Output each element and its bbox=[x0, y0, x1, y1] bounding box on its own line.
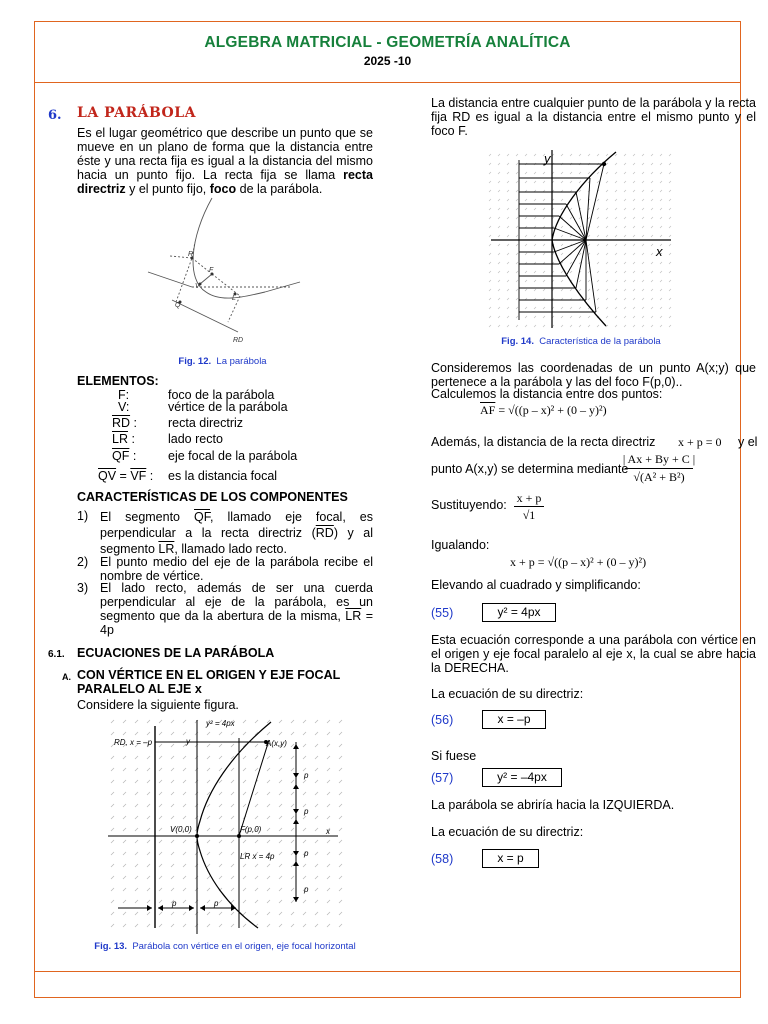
sustituyendo-numerator: x + p bbox=[516, 491, 542, 505]
caracteristica-1-number: 1) bbox=[77, 509, 89, 523]
fig13-point-a-label: A(x,y) bbox=[266, 739, 287, 748]
elevando-label: Elevando al cuadrado y simplificando: bbox=[431, 578, 641, 592]
fig13-p-label: p bbox=[214, 899, 219, 908]
distance-af-formula: $\overline{AF} = √((p - x)^2 + (0 - y)^2)$ bbox=[480, 403, 607, 417]
subsection-61-title: ECUACIONES DE LA PARÁBOLA bbox=[77, 646, 275, 660]
caracteristica-3-text: El lado recto, además de ser una cuerda perpendicular al eje de la parábola, es un segmento que da la abertura de la misma, $\overline{LR} = 4p$ bbox=[100, 581, 373, 637]
fig14-y-label: y bbox=[544, 151, 551, 166]
distance-formula-numerator: | Ax + By + C | bbox=[622, 452, 696, 466]
elementos-heading: ELEMENTOS: bbox=[77, 374, 159, 388]
fig12-label-RD: RD bbox=[233, 337, 244, 344]
equation-58-number: (58) bbox=[431, 852, 454, 866]
fig13-p-label: p bbox=[304, 849, 309, 858]
subsection-a-text: Considere la siguiente figura. bbox=[77, 698, 239, 712]
fig12-label-R: R bbox=[188, 251, 194, 258]
elemento-f-desc: foco de la parábola bbox=[168, 388, 275, 402]
directrix-equation-inline: x + p = 0 bbox=[678, 435, 722, 449]
equation-56-number: (56) bbox=[431, 713, 454, 727]
equation-55-box: y² = 4px bbox=[482, 603, 556, 622]
izquierda-text: La parábola se abriría hacia la IZQUIERDA. bbox=[431, 798, 675, 812]
axis-line bbox=[148, 272, 192, 287]
distancia-focal-desc: es la distancia focal bbox=[168, 469, 278, 483]
fig13-p-label: p bbox=[304, 807, 309, 816]
caracteristicas-heading: CARACTERÍSTICAS DE LOS COMPONENTES bbox=[77, 490, 348, 504]
fig13-y-label: y bbox=[186, 737, 190, 746]
fig14-x-label: x bbox=[656, 244, 663, 259]
elemento-lr-desc: lado recto bbox=[168, 432, 223, 446]
equation-55-number: (55) bbox=[431, 606, 454, 620]
right-paragraph-4: punto A(x,y) se determina mediante bbox=[431, 462, 629, 476]
right-paragraph-1: Consideremos las coordenadas de un punto A(x;y) que pertenece a la parábola y las del foco F(p,0).. bbox=[431, 361, 756, 389]
right-intro: La distancia entre cualquier punto de la parábola y la recta fija RD es igual a la distancia entre el mismo punto y el foco F. bbox=[431, 96, 756, 138]
right-paragraph-3b: y el bbox=[738, 435, 758, 449]
sustituyendo-fraction-bar bbox=[514, 506, 544, 507]
elemento-qf-desc: eje focal de la parábola bbox=[168, 449, 298, 463]
page-title: ALGEBRA MATRICIAL - GEOMETRÍA ANALÍTICA bbox=[204, 34, 571, 51]
caracteristica-2-text: El punto medio del eje de la parábola recibe el nombre de vértice. bbox=[100, 555, 373, 583]
directrix-line bbox=[172, 300, 238, 332]
figure-13-caption: Fig. 13. Parábola con vértice en el origen, eje focal horizontal bbox=[94, 941, 356, 952]
distance-formula-fraction-bar bbox=[625, 468, 693, 469]
fig13-focus-label: F(p,0) bbox=[240, 825, 262, 834]
figure-14-caption: Fig. 14. Característica de la parábola bbox=[501, 336, 661, 347]
distancia-focal-symbol: $\overline{QV} = \overline{VF}$ : bbox=[98, 469, 154, 483]
elemento-v-symbol: V: bbox=[118, 400, 130, 414]
distance-formula-denominator: √(A² + B²) bbox=[633, 470, 685, 484]
subsection-a-title: CON VÉRTICE EN EL ORIGEN Y EJE FOCAL PARALELO AL EJE x bbox=[77, 668, 341, 696]
directriz-label-1: La ecuación de su directriz: bbox=[431, 687, 584, 701]
elemento-rd-desc: recta directriz bbox=[168, 416, 244, 430]
fig13-x-label: x bbox=[326, 827, 330, 836]
elemento-qf-symbol: $\overline{QF}$ : bbox=[112, 449, 137, 463]
figure-13-parabola-vertex-origin bbox=[108, 716, 344, 934]
parabola-curve bbox=[193, 198, 265, 298]
right-paragraph-3a: Además, la distancia de la recta directriz bbox=[431, 435, 656, 449]
elemento-v-desc: vértice de la parábola bbox=[168, 400, 288, 414]
right-paragraph-5: Esta ecuación corresponde a una parábola con vértice en el origen y eje focal paralelo al eje x, la cual se abre hacia la DERECHA. bbox=[431, 633, 756, 675]
sustituyendo-denominator: √1 bbox=[522, 508, 536, 522]
elemento-lr-symbol: $\overline{LR}$ : bbox=[112, 432, 135, 446]
right-paragraph-2: Calculemos la distancia entre dos puntos: bbox=[431, 387, 663, 401]
caracteristica-2-number: 2) bbox=[77, 555, 89, 569]
subsection-a-number: A. bbox=[62, 672, 71, 682]
section-number: 6. bbox=[48, 108, 62, 123]
equation-56-box: x = –p bbox=[482, 710, 546, 729]
fig12-label-F: F bbox=[209, 267, 214, 274]
section-title: LA PARÁBOLA bbox=[77, 105, 196, 121]
section-intro: Es el lugar geométrico que describe un punto que se mueve en un plano de forma que la distancia entre éste y una recta fija es igual a la distancia del mismo hacia un punto fijo. La recta fija se llama recta directriz y el punto fijo, foco de la parábola. bbox=[77, 126, 373, 196]
fig13-vertex-label: V(0,0) bbox=[170, 825, 192, 834]
fig13-p-label: p bbox=[304, 885, 309, 894]
figure-12-parabola bbox=[140, 192, 305, 350]
header-divider bbox=[34, 82, 741, 83]
figure-14-parabola-property bbox=[486, 150, 676, 328]
fig13-equation-label: y² = 4px bbox=[206, 719, 235, 728]
caracteristica-1-text: El segmento $\overline{QF}$, llamado eje focal, es perpendicular a la recta directriz $(\overline{RD})$ y al segmento $\overline{LR}$, llamado lado recto. bbox=[100, 510, 373, 556]
fig13-p-label: p bbox=[304, 771, 309, 780]
fig12-label-Q: Q bbox=[175, 302, 181, 309]
equation-57-box: y² = –4px bbox=[482, 768, 562, 787]
igualando-label: Igualando: bbox=[431, 538, 490, 552]
igualando-equation: x + p = √((p – x)² + (0 – y)²) bbox=[510, 555, 647, 569]
elemento-rd-symbol: $\overline{RD}$ : bbox=[112, 416, 138, 430]
sustituyendo-label: Sustituyendo: bbox=[431, 498, 507, 512]
elemento-f-symbol: F: bbox=[118, 388, 130, 402]
page-subtitle: 2025 -10 bbox=[363, 54, 412, 68]
fig12-label-L: L bbox=[232, 295, 236, 302]
figure-12-caption: Fig. 12. La parábola bbox=[178, 356, 267, 367]
fig12-label-V: V bbox=[195, 283, 200, 290]
subsection-61-number: 6.1. bbox=[48, 649, 65, 660]
footer-divider bbox=[34, 971, 741, 972]
fig13-lr-label: LR x = 4p bbox=[240, 852, 275, 861]
fig13-p-label: p bbox=[172, 899, 177, 908]
si-fuese-label: Si fuese bbox=[431, 749, 477, 763]
caracteristica-3-number: 3) bbox=[77, 581, 89, 595]
directriz-label-2: La ecuación de su directriz: bbox=[431, 825, 584, 839]
equation-58-box: x = p bbox=[482, 849, 539, 868]
fig13-directrix-label: RD, x = –p bbox=[114, 738, 153, 747]
equation-57-number: (57) bbox=[431, 771, 454, 785]
